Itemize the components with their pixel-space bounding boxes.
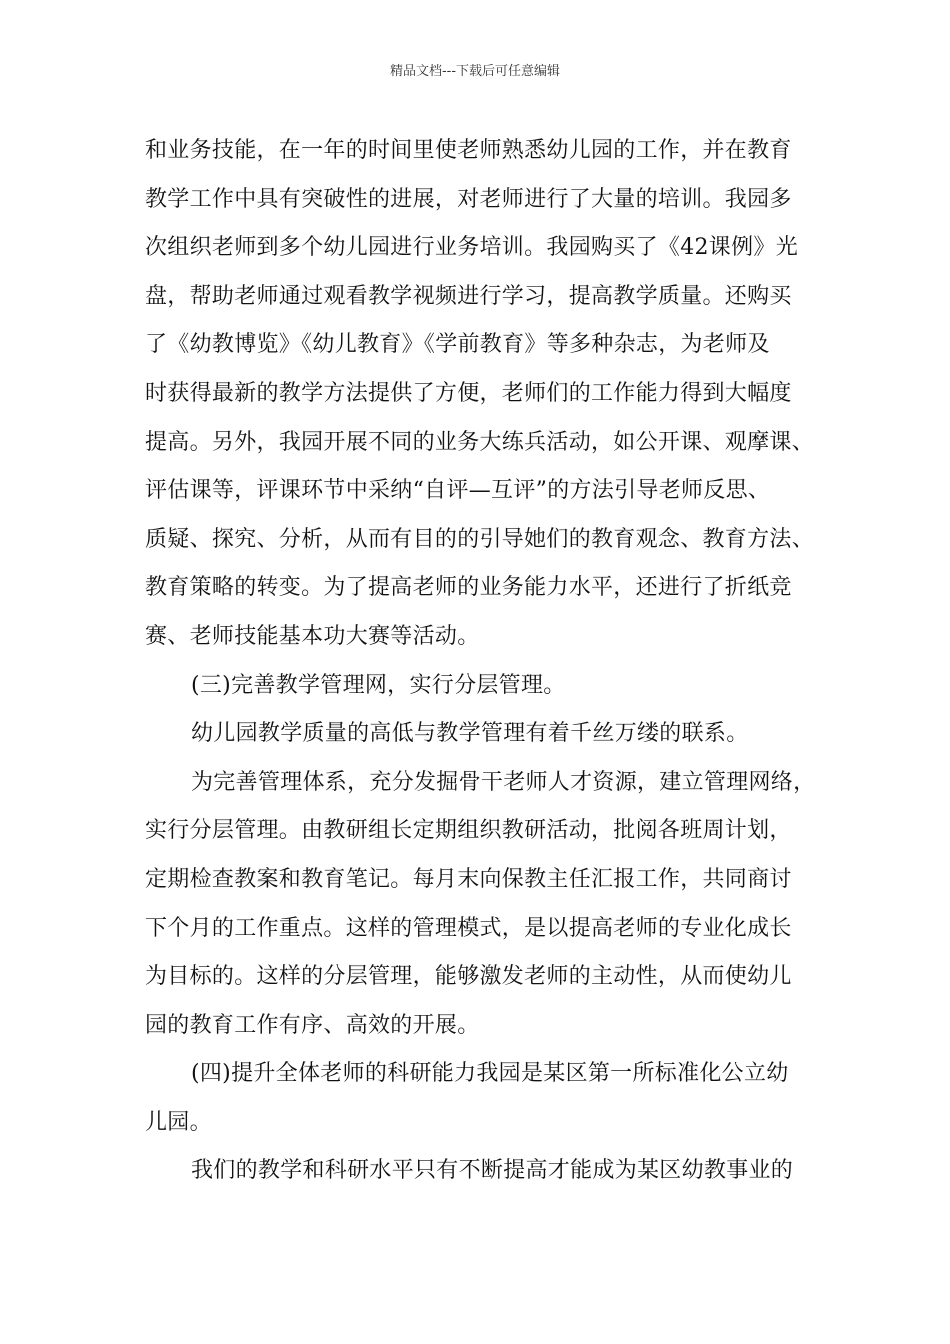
text-line: 质疑、探究、分析，从而有目的的引导她们的教育观念、教育方法、 bbox=[145, 526, 815, 552]
section-heading: (四)提升全体老师的科研能力我园是某区第一所标准化公立幼 bbox=[191, 1061, 789, 1087]
text-line: 时获得最新的教学方法提供了方便，老师们的工作能力得到大幅度 bbox=[145, 380, 792, 406]
text-line: 定期检查教案和教育笔记。每月末向保教主任汇报工作，共同商讨 bbox=[145, 866, 792, 892]
paragraph-start: 为完善管理体系，充分发掘骨干老师人才资源，建立管理网络， bbox=[191, 769, 816, 795]
section-heading: (三)完善教学管理网，实行分层管理。 bbox=[191, 672, 566, 698]
text-line: 园的教育工作有序、高效的开展。 bbox=[145, 1012, 480, 1038]
text-line: 教学工作中具有突破性的进展，对老师进行了大量的培训。我园多 bbox=[145, 186, 792, 212]
text-line: 教育策略的转变。为了提高老师的业务能力水平，还进行了折纸竞 bbox=[145, 575, 792, 601]
text-line: 儿园。 bbox=[145, 1109, 212, 1135]
text-line: 了《幼教博览》《幼儿教育》《学前教育》等多种杂志，为老师及 bbox=[145, 332, 770, 358]
text-line: 提高。另外，我园开展不同的业务大练兵活动，如公开课、观摩课、 bbox=[145, 429, 815, 455]
text-line: 评估课等，评课环节中采纳“自评—互评”的方法引导老师反思、 bbox=[145, 478, 771, 504]
text-line: 赛、老师技能基本功大赛等活动。 bbox=[145, 623, 480, 649]
page-header: 精品文档---下载后可任意编辑 bbox=[389, 64, 561, 79]
text-line: 和业务技能，在一年的时间里使老师熟悉幼儿园的工作，并在教育 bbox=[145, 138, 792, 163]
text-line: 次组织老师到多个幼儿园进行业务培训。我园购买了《42课例》光 bbox=[145, 235, 798, 261]
paragraph-start: 幼儿园教学质量的高低与教学管理有着千丝万缕的联系。 bbox=[191, 721, 749, 747]
text-line: 盘，帮助老师通过观看教学视频进行学习，提高教学质量。还购买 bbox=[145, 283, 792, 309]
document-body bbox=[145, 133, 830, 1202]
paragraph-start: 我们的教学和科研水平只有不断提高才能成为某区幼教事业的 bbox=[191, 1158, 794, 1184]
text-line: 为目标的。这样的分层管理，能够激发老师的主动性，从而使幼儿 bbox=[145, 964, 792, 990]
text-line: 实行分层管理。由教研组长定期组织教研活动，批阅各班周计划， bbox=[145, 818, 792, 844]
text-line: 下个月的工作重点。这样的管理模式，是以提高老师的专业化成长 bbox=[145, 915, 792, 941]
